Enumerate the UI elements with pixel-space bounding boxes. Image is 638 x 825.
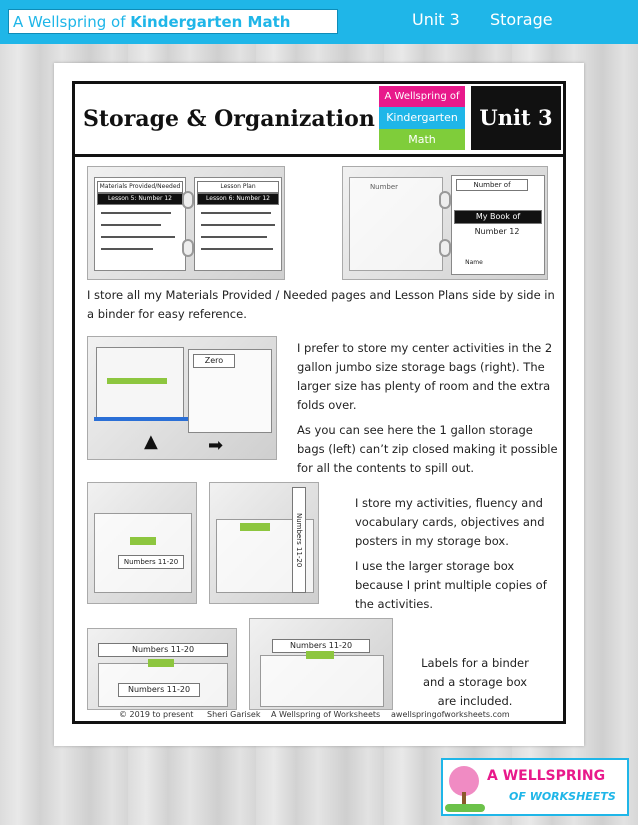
footer-copyright: © 2019 to present [119, 710, 194, 719]
materials-sheet-title: Materials Provided/Needed [97, 181, 183, 193]
brand-line-3: Math [379, 129, 465, 150]
binder-label: Numbers 11-20 [272, 639, 370, 653]
up-arrow-icon: ▲ [144, 431, 158, 452]
brand-prefix: A Wellspring of [13, 13, 126, 31]
grass-shape [445, 804, 485, 812]
binder-ring [182, 191, 194, 209]
sheet-line [201, 224, 275, 226]
label-photo-1 [87, 628, 237, 710]
lesson-plan-sheet [194, 177, 282, 271]
name-label: Name [454, 258, 494, 268]
two-gallon-bag [188, 349, 272, 433]
sheet-line [101, 212, 171, 214]
number-sheet-title: Number [354, 182, 414, 192]
storage-box [260, 655, 384, 707]
right-arrow-icon: ➡ [208, 435, 224, 456]
page-header [75, 84, 563, 157]
box-clip [130, 537, 156, 545]
binder-photo-2 [342, 166, 548, 280]
box-label: Numbers 11-20 [118, 683, 200, 697]
storage-box-photo-open [87, 482, 197, 604]
logo-line-1: A WELLSPRING [487, 768, 606, 784]
brand-line-2: Kindergarten [379, 107, 465, 129]
brand-line-1: A Wellspring of [379, 86, 465, 107]
brand-bold: Kindergarten Math [130, 13, 291, 31]
box-paragraph-2: I use the larger storage box because I print multiple copies of the activities. [355, 559, 547, 611]
footer-author: Sheri Garisek [207, 710, 261, 719]
bags-photo [87, 336, 277, 460]
label-photo-2 [249, 618, 393, 710]
my-book-subtitle: Number 12 [454, 226, 540, 238]
my-book-sheet [451, 175, 545, 275]
binder-spine-label: Numbers 11-20 [292, 487, 306, 593]
unit-badge: Unit 3 [471, 86, 561, 150]
one-gallon-bag [96, 347, 184, 419]
sheet-line [201, 236, 267, 238]
box-clip [240, 523, 270, 531]
box-text [355, 494, 555, 620]
materials-sheet [94, 177, 186, 271]
binder-photo-1 [87, 166, 285, 280]
binder-ring [439, 191, 451, 209]
binder-ring [439, 239, 451, 257]
zero-label: Zero [193, 354, 235, 368]
box-clip [306, 651, 334, 659]
section-label: Storage [490, 10, 553, 29]
sheet-line [101, 224, 161, 226]
storage-box-photo-closed [209, 482, 319, 604]
unit-label: Unit 3 [412, 10, 460, 29]
sheet-line [101, 236, 175, 238]
box-label: Numbers 11-20 [118, 555, 184, 569]
footer-company: A Wellspring of Worksheets [271, 710, 381, 719]
lesson-plan-title: Lesson Plan [197, 181, 279, 193]
labels-note: Labels for a binder and a storage box are included. [421, 656, 529, 708]
binder-ring [182, 239, 194, 257]
logo-line-2: OF WORKSHEETS [509, 790, 616, 803]
binder-note: I store all my Materials Provided / Needed pages and Lesson Plans side by side in a binder for easy reference. [87, 288, 555, 321]
bag-zipper [94, 417, 190, 421]
sheet-line [201, 248, 273, 250]
bags-paragraph-1: I prefer to store my center activities in the 2 gallon jumbo size storage bags (right). The larger size has plenty of room and the extra folds over. [297, 341, 553, 412]
page-title: Storage & Organization [83, 106, 375, 132]
lesson-plan-subtitle: Lesson 6: Number 12 [197, 193, 279, 205]
footer-website: awellspringofworksheets.com [391, 710, 510, 719]
number-of-title: Number of [456, 179, 528, 191]
number-sheet [349, 177, 443, 271]
page-frame [72, 81, 566, 724]
green-strip [107, 378, 167, 384]
box-clip [148, 659, 174, 667]
my-book-title: My Book of [454, 210, 542, 224]
materials-sheet-subtitle: Lesson 5: Number 12 [97, 193, 183, 205]
sheet-line [101, 248, 153, 250]
storage-box [94, 513, 192, 593]
brand-title [8, 9, 338, 34]
sheet-line [201, 212, 271, 214]
box-paragraph-1: I store my activities, fluency and vocabulary cards, objectives and posters in my storage box. [355, 496, 545, 548]
bags-text [297, 339, 559, 484]
brand-stack [379, 86, 465, 150]
wellspring-logo [441, 758, 629, 816]
top-banner [0, 0, 638, 44]
document-page [54, 63, 584, 746]
bags-paragraph-2: As you can see here the 1 gallon storage bags (left) can’t zip closed making it possible for all the contents to spill out. [297, 423, 558, 475]
binder-label: Numbers 11-20 [98, 643, 228, 657]
